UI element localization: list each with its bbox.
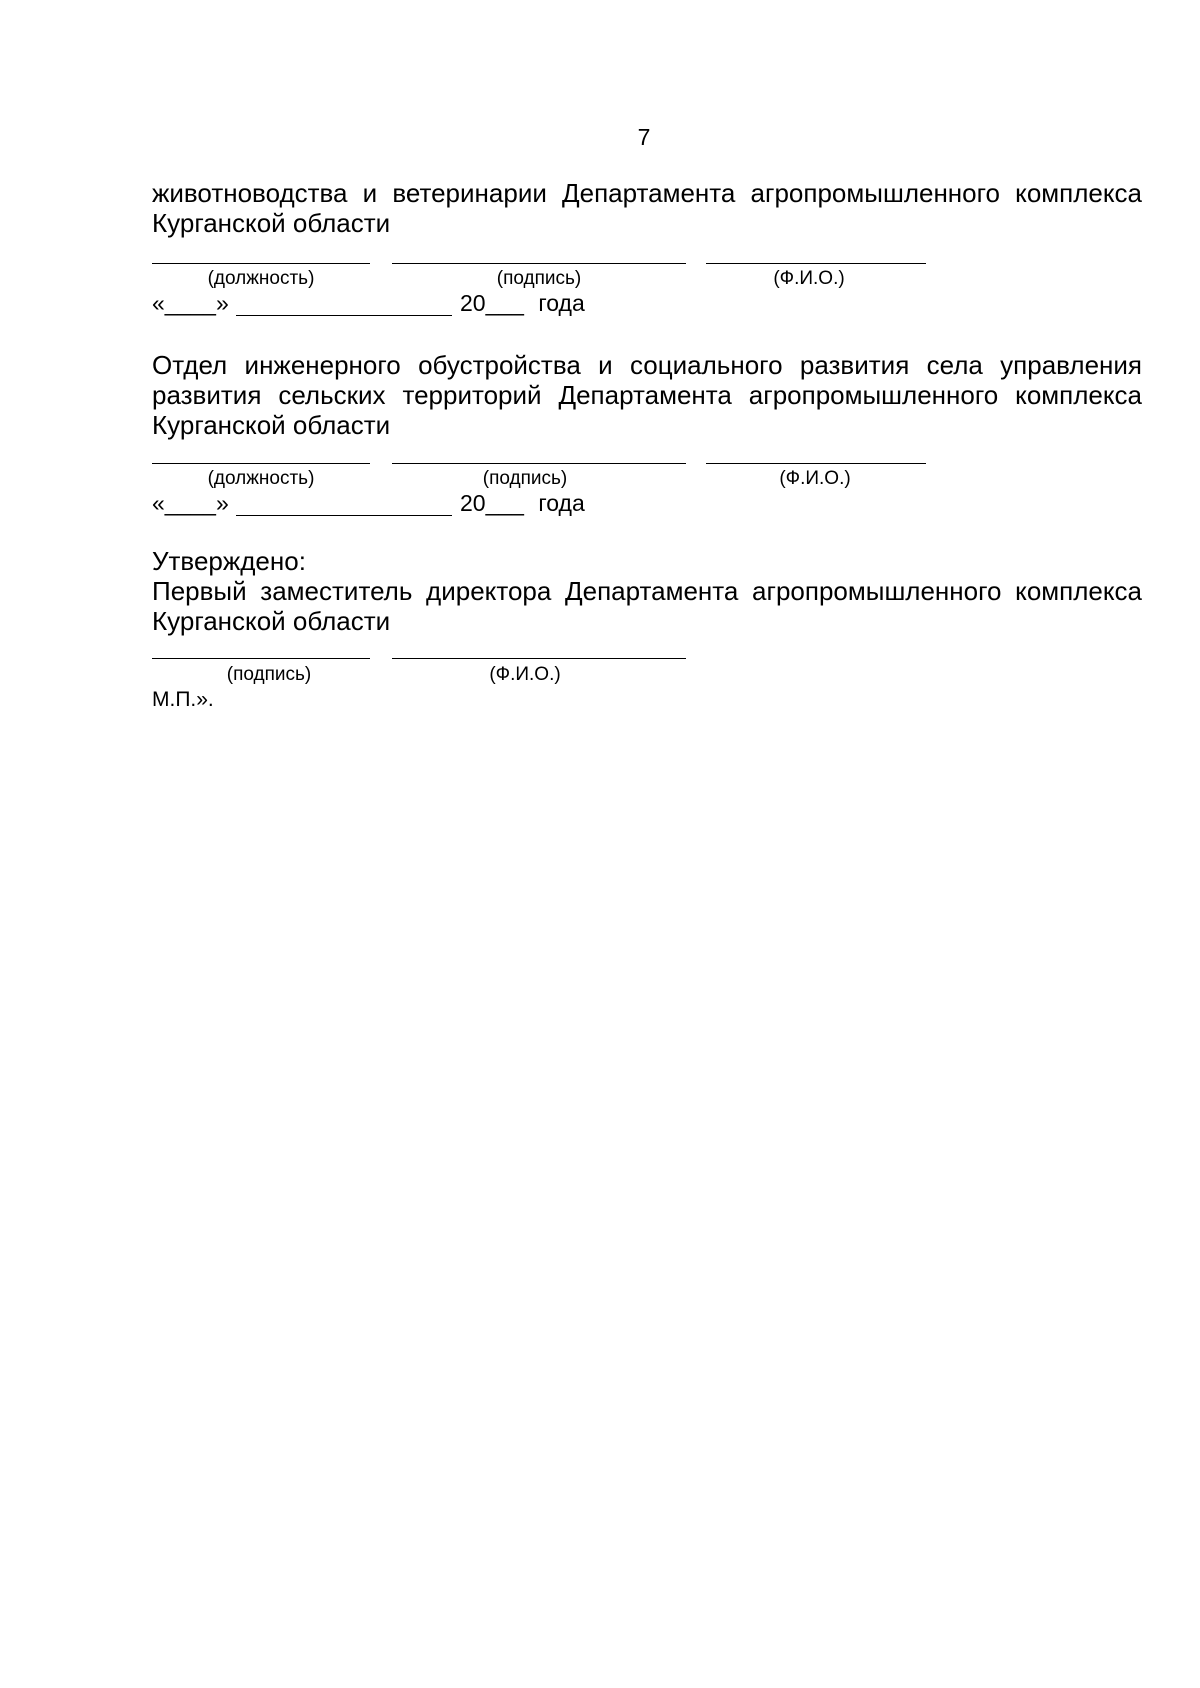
approval-block-deputy-director — [152, 546, 1142, 636]
name-line[interactable] — [706, 463, 926, 464]
date-year-word: года — [538, 490, 585, 516]
date-year-blank[interactable]: ___ — [485, 290, 524, 316]
position-line[interactable] — [152, 263, 370, 264]
position-line[interactable] — [152, 463, 370, 464]
date-open-quote: « — [152, 290, 165, 316]
date-close-quote: » — [215, 490, 229, 516]
department-text: Отдел инженерного обустройства и социального развития села управления развития сельских территорий Департамента агропромышленного комплекса Курганской области — [152, 350, 1142, 440]
position-caption: (должность) — [207, 268, 315, 289]
signature-caption: (подпись) — [496, 268, 582, 289]
date-year-prefix: 20 — [460, 290, 486, 316]
date-day-blank[interactable]: ____ — [164, 290, 216, 316]
name-caption: (Ф.И.О.) — [489, 664, 561, 685]
date-row — [152, 490, 229, 517]
date-open-quote: « — [152, 490, 165, 516]
approved-heading: Утверждено: — [152, 546, 306, 576]
date-month-line[interactable] — [236, 515, 452, 516]
page-number: 7 — [637, 124, 651, 150]
date-close-quote: » — [215, 290, 229, 316]
approval-block-engineering — [152, 350, 1142, 440]
name-line[interactable] — [392, 658, 686, 659]
date-day-blank[interactable]: ____ — [164, 490, 216, 516]
name-line[interactable] — [706, 263, 926, 264]
position-caption: (должность) — [207, 468, 315, 489]
signature-caption: (подпись) — [226, 664, 312, 685]
date-year — [460, 490, 585, 517]
date-year-word: года — [538, 290, 585, 316]
approval-block-livestock — [152, 178, 1142, 238]
signature-line[interactable] — [152, 658, 370, 659]
date-year-prefix: 20 — [460, 490, 486, 516]
department-text: животноводства и ветеринарии Департамента агропромышленного комплекса Курганской области — [152, 178, 1142, 238]
date-year-blank[interactable]: ___ — [485, 490, 524, 516]
signature-caption: (подпись) — [482, 468, 568, 489]
date-year — [460, 290, 585, 317]
deputy-director-text: Первый заместитель директора Департамента агропромышленного комплекса Курганской области — [152, 576, 1142, 636]
signature-line[interactable] — [392, 463, 686, 464]
date-row — [152, 290, 229, 317]
signature-line[interactable] — [392, 263, 686, 264]
date-month-line[interactable] — [236, 315, 452, 316]
seal-mark: М.П.». — [152, 688, 214, 711]
name-caption: (Ф.И.О.) — [779, 468, 851, 489]
name-caption: (Ф.И.О.) — [773, 268, 845, 289]
